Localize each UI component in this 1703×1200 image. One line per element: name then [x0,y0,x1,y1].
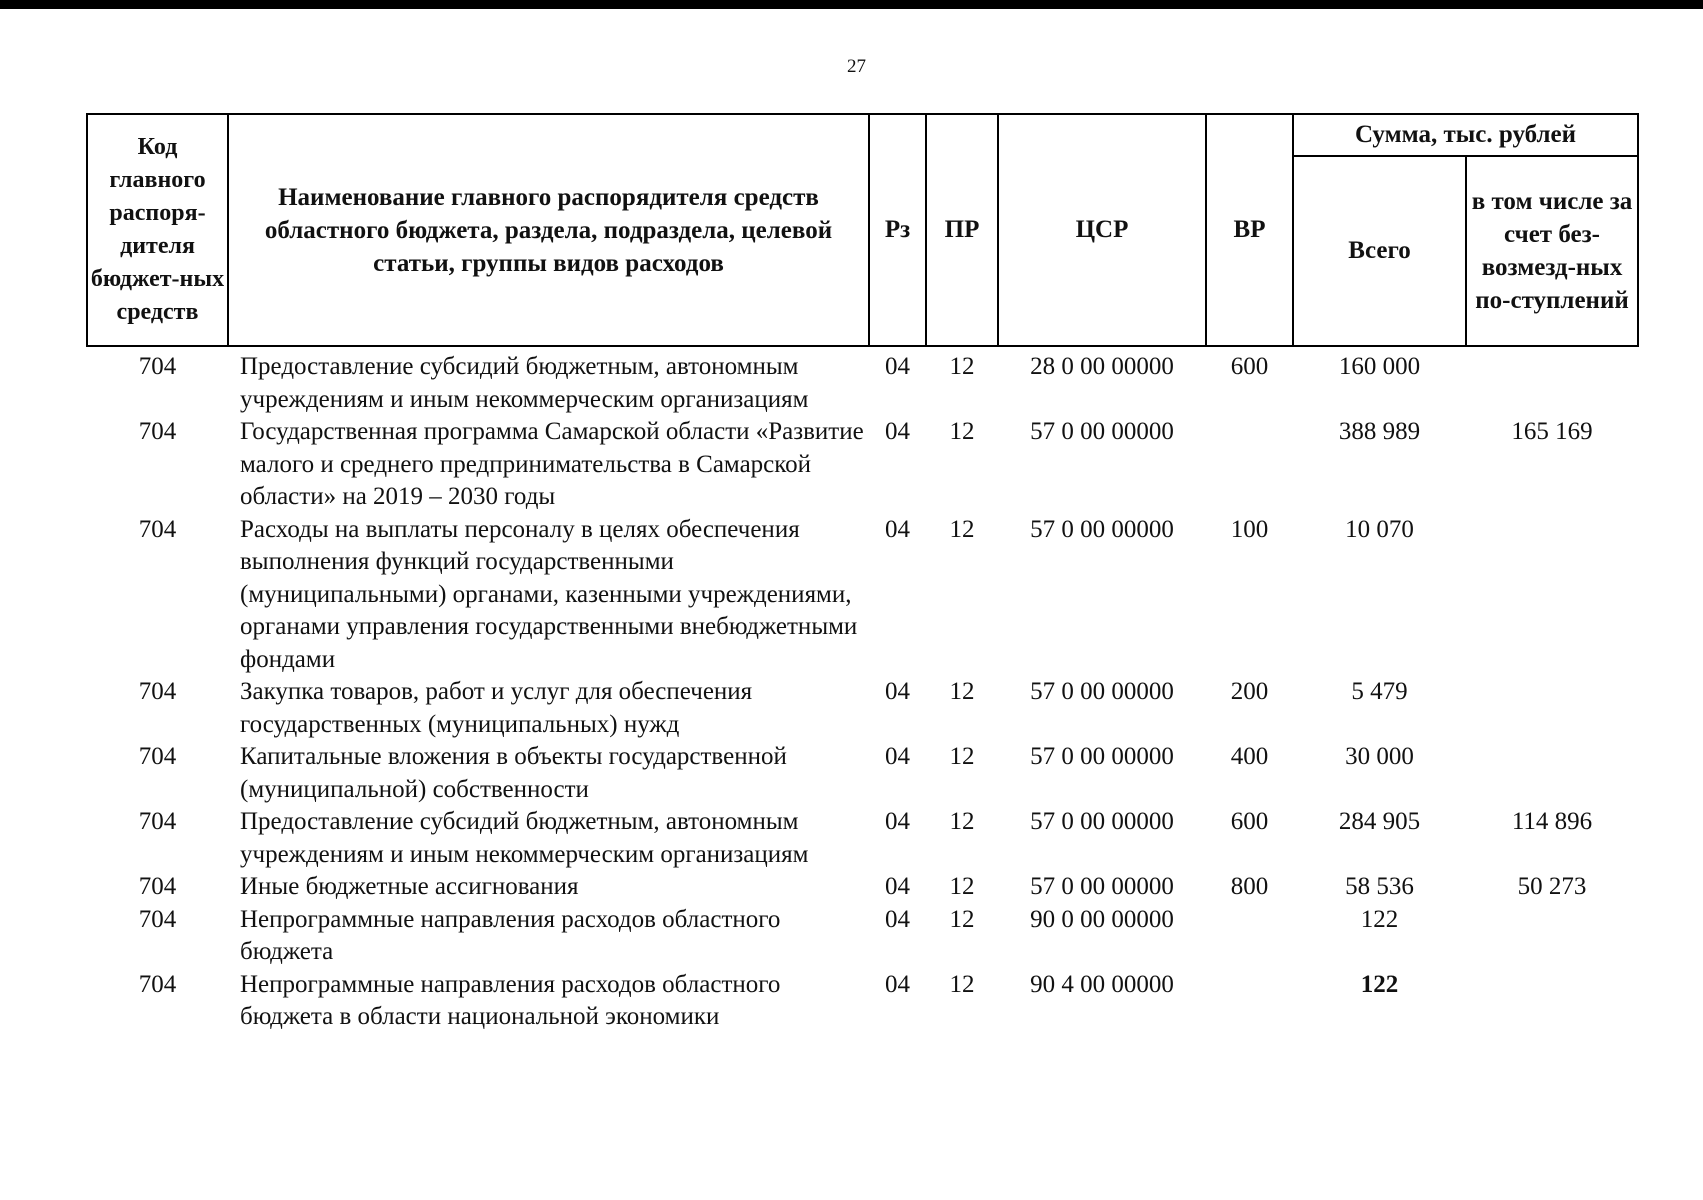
cell-free [1466,741,1638,806]
header-name: Наименование главного распорядителя средств областного бюджета, раздела, подраздела, целевой статьи, группы видов расходов [228,114,869,346]
cell-free [1466,346,1638,416]
table-row [87,416,1638,514]
table-row [87,904,1638,969]
cell-code: 704 [138,743,177,770]
cell-pr: 12 [949,353,975,380]
cell-name: Предоставление субсидий бюджетным, автономным учреждениям и иным некоммерческим организациям [240,808,809,868]
cell-csr: 28 0 00 00000 [1030,353,1174,380]
cell-free [1466,676,1638,741]
table-row [87,871,1638,904]
cell-name: Закупка товаров, работ и услуг для обеспечения государственных (муниципальных) нужд [240,678,753,738]
cell-vr [1206,904,1293,969]
header-total: Всего [1293,156,1466,346]
table-row [87,676,1638,741]
cell-name: Капитальные вложения в объекты государственной (муниципальной) собственности [240,743,787,803]
cell-pr: 12 [949,905,975,933]
table-row [87,741,1638,806]
cell-code: 704 [138,678,177,705]
table-row [87,514,1638,677]
cell-pr: 12 [949,743,975,770]
cell-rz: 04 [885,678,910,705]
cell-vr [1206,969,1293,1034]
cell-code: 704 [138,873,177,900]
cell-name: Государственная программа Самарской области «Развитие малого и среднего предпринимательства в Самарской области» на 2019 – 2030 годы [240,418,864,510]
cell-pr: 12 [949,418,975,445]
top-border-bar [0,0,1703,9]
cell-free [1466,969,1638,1034]
cell-vr [1206,416,1293,514]
cell-free: 114 896 [1511,808,1593,835]
cell-rz: 04 [885,905,910,933]
cell-name: Иные бюджетные ассигнования [240,873,579,900]
table-body [87,346,1638,1034]
cell-total: 284 905 [1338,808,1421,835]
cell-free: 50 273 [1517,873,1587,900]
header-pr: ПР [926,114,998,346]
cell-total: 160 000 [1338,353,1421,380]
cell-total: 30 000 [1345,743,1414,770]
cell-name: Непрограммные направления расходов областного бюджета [240,905,781,965]
table-row [87,969,1638,1034]
cell-vr: 100 [1230,515,1269,543]
table-row [87,806,1638,871]
cell-csr: 90 0 00 00000 [1030,905,1174,933]
cell-code: 704 [138,418,177,445]
cell-total: 122 [1360,970,1399,998]
cell-name: Расходы на выплаты персоналу в целях обеспечения выполнения функций государственными (муниципальными) органами, казенными учреждениями, органами управления государственными внебюджетными фондами [240,515,858,673]
cell-rz: 04 [885,970,910,998]
cell-pr: 12 [949,873,975,900]
cell-pr: 12 [949,515,975,543]
header-free: в том числе за счет без-возмезд-ных по-ступлений [1466,156,1638,346]
cell-code: 704 [138,808,177,835]
cell-rz: 04 [885,515,910,543]
cell-vr: 200 [1230,678,1269,705]
header-code: Код главного распоря-дителя бюджет-ных средств [87,114,228,346]
cell-free [1466,904,1638,969]
table-header [87,114,1638,346]
header-rz: Рз [869,114,926,346]
cell-rz: 04 [885,873,910,900]
header-sum: Сумма, тыс. рублей [1293,114,1638,156]
cell-code: 704 [138,905,177,933]
cell-rz: 04 [885,808,910,835]
cell-free [1466,514,1638,677]
cell-total: 10 070 [1345,515,1414,543]
cell-pr: 12 [949,678,975,705]
page-number: 27 [847,56,866,77]
cell-csr: 57 0 00 00000 [1030,418,1174,445]
cell-csr: 57 0 00 00000 [1030,873,1174,900]
cell-rz: 04 [885,418,910,445]
cell-vr: 600 [1230,353,1269,380]
cell-name: Непрограммные направления расходов областного бюджета в области национальной экономики [240,970,781,1030]
cell-csr: 57 0 00 00000 [1030,678,1174,705]
cell-vr: 400 [1230,743,1269,770]
cell-total: 58 536 [1345,873,1414,900]
header-csr: ЦСР [998,114,1206,346]
cell-code: 704 [138,515,177,543]
cell-code: 704 [138,353,177,380]
cell-vr: 800 [1230,873,1269,900]
cell-csr: 57 0 00 00000 [1030,743,1174,770]
cell-pr: 12 [949,970,975,998]
budget-table [86,113,1639,1034]
cell-total: 122 [1360,905,1399,933]
header-vr: ВР [1206,114,1293,346]
cell-name: Предоставление субсидий бюджетным, автономным учреждениям и иным некоммерческим организациям [240,353,809,413]
cell-rz: 04 [885,743,910,770]
cell-csr: 90 4 00 00000 [1030,970,1174,998]
cell-rz: 04 [885,353,910,380]
cell-free: 165 169 [1511,418,1593,445]
cell-total: 5 479 [1351,678,1408,705]
cell-csr: 57 0 00 00000 [1030,808,1174,835]
cell-pr: 12 [949,808,975,835]
cell-vr: 600 [1230,808,1269,835]
cell-code: 704 [138,970,177,998]
table-row [87,346,1638,416]
cell-total: 388 989 [1338,418,1421,445]
cell-csr: 57 0 00 00000 [1030,515,1174,543]
